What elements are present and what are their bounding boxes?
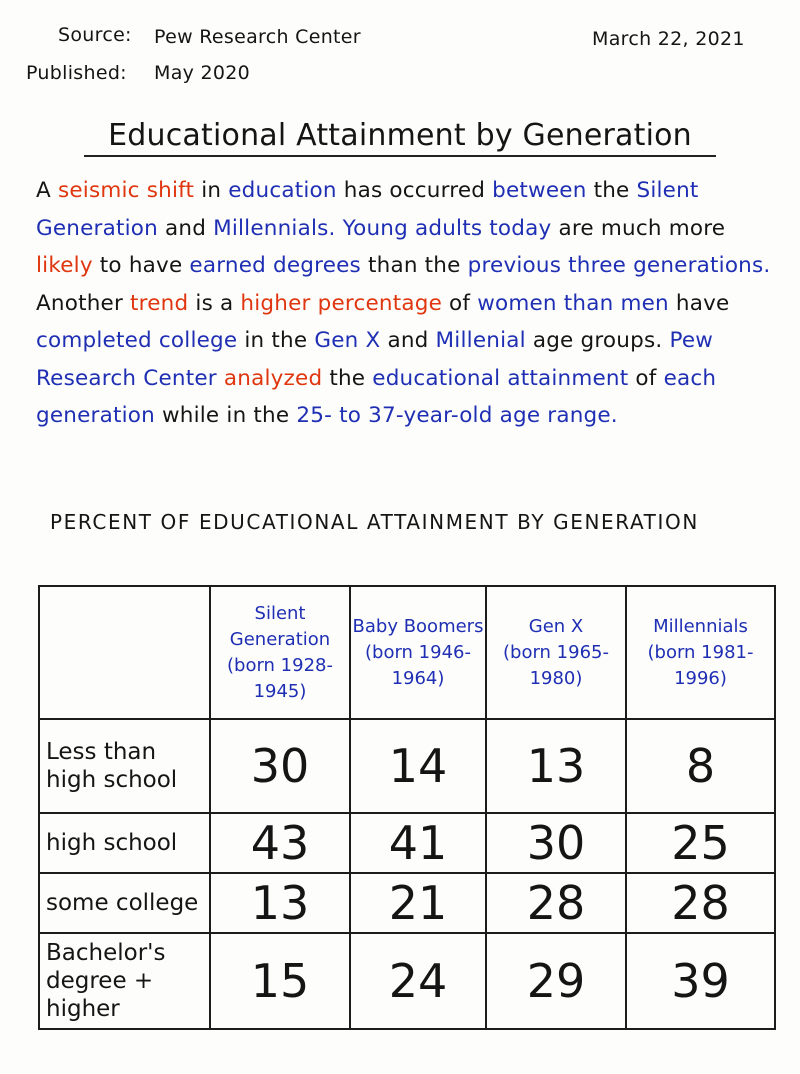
intro-text: the: [586, 178, 637, 203]
column-born: (born 1946-1964): [365, 641, 471, 689]
published-value: May 2020: [154, 62, 251, 84]
intro-text: and: [380, 328, 436, 353]
value-cell: 28: [626, 873, 775, 933]
value-cell: 13: [210, 873, 350, 933]
table-row: [39, 719, 775, 813]
intro-keyword: Millennials. Young adults today: [213, 215, 552, 241]
intro-highlight: analyzed: [223, 365, 323, 391]
intro-text: while in the: [154, 403, 297, 428]
intro-keyword: Gen X: [314, 328, 381, 353]
page-title: Educational Attainment by Generation: [84, 118, 716, 157]
column-born: (born 1965-1980): [503, 641, 609, 689]
intro-text: of: [442, 290, 478, 316]
intro-keyword: previous three generations.: [467, 253, 771, 278]
column-born: (born 1981-1996): [647, 641, 754, 689]
intro-text: to have: [92, 253, 190, 278]
intro-text: and: [157, 215, 214, 241]
row-label: high school: [39, 813, 210, 873]
intro-keyword: earned degrees: [189, 253, 361, 278]
value-cell: 41: [350, 813, 486, 873]
intro-keyword: Millenial: [435, 328, 526, 353]
row-label: some college: [39, 873, 210, 933]
intro-keyword: generation: [36, 403, 155, 428]
table-title: PERCENT OF EDUCATIONAL ATTAINMENT BY GENERATION: [50, 510, 699, 534]
intro-highlight: higher percentage: [240, 290, 442, 316]
table-row: [39, 813, 775, 873]
value-cell: 30: [486, 813, 626, 873]
intro-text: in the: [237, 328, 315, 353]
value-cell: 43: [210, 813, 350, 873]
table-row: [39, 933, 775, 1029]
intro-keyword: educational attainment: [372, 365, 629, 391]
column-header: [210, 586, 350, 719]
table-header-row: [39, 586, 775, 719]
intro-text: than the: [360, 253, 468, 278]
intro-keyword: Pew Research Center: [36, 328, 714, 391]
column-name: Millennials: [653, 615, 748, 637]
intro-text: age groups.: [525, 328, 670, 353]
intro-text: the: [322, 365, 373, 391]
published-label: Published:: [26, 62, 127, 84]
intro-keyword: Silent Generation: [36, 178, 699, 241]
source-label: Source:: [58, 24, 132, 46]
row-label: Bachelor's degree + higher: [39, 933, 210, 1029]
intro-text: of: [628, 365, 664, 391]
value-cell: 25: [626, 813, 775, 873]
source-value: Pew Research Center: [154, 26, 361, 48]
column-name: Silent Generation: [229, 602, 331, 650]
value-cell: 8: [626, 719, 775, 813]
row-label: Less than high school: [39, 719, 210, 813]
column-header: [626, 586, 775, 719]
intro-keyword: 25- to 37-year-old age range.: [296, 403, 618, 428]
intro-keyword: completed college: [36, 328, 238, 353]
value-cell: 30: [210, 719, 350, 813]
intro-keyword: women than men: [477, 290, 669, 316]
intro-highlight: seismic shift: [57, 178, 195, 203]
document-date: March 22, 2021: [592, 28, 745, 50]
intro-keyword: education: [228, 178, 337, 203]
intro-text: are much more: [551, 215, 726, 241]
intro-paragraph: [36, 172, 776, 435]
value-cell: 14: [350, 719, 486, 813]
intro-text: A: [36, 178, 58, 203]
column-header: [486, 586, 626, 719]
intro-highlight: likely: [36, 253, 93, 278]
value-cell: 29: [486, 933, 626, 1029]
value-cell: 21: [350, 873, 486, 933]
intro-highlight: trend: [130, 290, 189, 316]
intro-text: Another: [36, 290, 131, 316]
value-cell: 39: [626, 933, 775, 1029]
intro-text: [217, 366, 224, 391]
intro-text: have: [668, 290, 730, 316]
header-empty-cell: [39, 586, 210, 719]
intro-text: has occurred: [336, 178, 493, 203]
intro-keyword: each: [663, 365, 717, 391]
column-name: Baby Boomers: [352, 615, 484, 637]
intro-text: is a: [188, 290, 241, 316]
column-header: [350, 586, 486, 719]
value-cell: 13: [486, 719, 626, 813]
table-row: [39, 873, 775, 933]
column-born: (born 1928-1945): [227, 654, 333, 702]
intro-text: in: [194, 178, 229, 203]
attainment-table: [38, 585, 776, 1030]
column-name: Gen X: [528, 615, 584, 637]
value-cell: 28: [486, 873, 626, 933]
value-cell: 15: [210, 933, 350, 1029]
value-cell: 24: [350, 933, 486, 1029]
intro-keyword: between: [492, 178, 587, 203]
